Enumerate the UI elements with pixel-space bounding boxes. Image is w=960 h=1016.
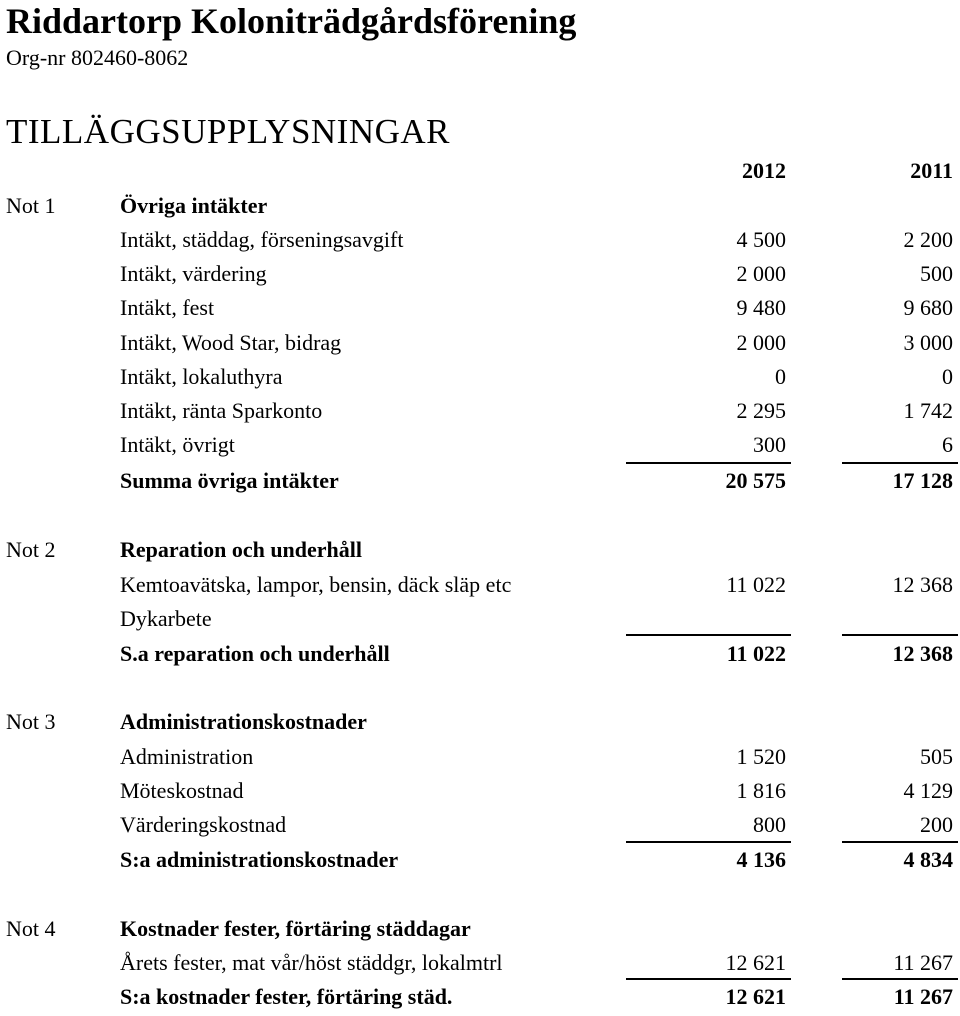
note-title: Administrationskostnader xyxy=(120,709,367,734)
total-value-2011: 12 368 xyxy=(892,641,953,666)
table-row xyxy=(0,428,960,462)
total-label: S.a reparation och underhåll xyxy=(120,641,390,666)
total-row xyxy=(0,843,960,877)
table-row xyxy=(0,602,960,636)
row-value-2012: 0 xyxy=(775,364,786,389)
row-label: Intäkt, städdag, förseningsavgift xyxy=(120,227,404,252)
row-value-2012: 9 480 xyxy=(736,295,786,320)
total-value-2012: 12 621 xyxy=(725,984,786,1009)
total-label: S:a kostnader fester, förtäring städ. xyxy=(120,984,453,1009)
row-label: Intäkt, Wood Star, bidrag xyxy=(120,330,342,355)
note-title: Reparation och underhåll xyxy=(120,537,363,562)
total-value-2012: 4 136 xyxy=(736,847,786,872)
row-value-2011: 505 xyxy=(920,744,953,769)
total-value-2011: 4 834 xyxy=(903,847,953,872)
total-label: Summa övriga intäkter xyxy=(120,468,339,493)
row-label: Intäkt, ränta Sparkonto xyxy=(120,398,323,423)
sum-rule xyxy=(842,634,958,636)
note-number: Not 2 xyxy=(6,537,56,562)
section-title: TILLÄGGSUPPLYSNINGAR xyxy=(6,112,451,151)
row-value-2012: 2 295 xyxy=(736,398,786,423)
year-2011-header: 2011 xyxy=(910,158,953,183)
row-value-2012: 4 500 xyxy=(736,227,786,252)
note-title: Övriga intäkter xyxy=(120,193,268,218)
table-row xyxy=(0,740,960,774)
note-heading-row xyxy=(0,705,960,739)
row-value-2011: 2 200 xyxy=(903,227,953,252)
table-row xyxy=(0,774,960,808)
row-value-2011: 1 742 xyxy=(903,398,953,423)
row-value-2011: 3 000 xyxy=(903,330,953,355)
row-label: Värderingskostnad xyxy=(120,812,287,837)
note-number: Not 1 xyxy=(6,193,56,218)
row-label: Årets fester, mat vår/höst städdgr, lokalmtrl xyxy=(120,950,503,975)
table-row xyxy=(0,326,960,360)
year-2012-header: 2012 xyxy=(742,158,786,183)
row-value-2011: 11 267 xyxy=(893,950,953,975)
row-value-2012: 2 000 xyxy=(736,261,786,286)
table-row xyxy=(0,808,960,842)
row-value-2011: 6 xyxy=(942,432,953,457)
note-number: Not 3 xyxy=(6,709,56,734)
row-value-2011: 200 xyxy=(920,812,953,837)
note-heading-row xyxy=(0,533,960,567)
note-heading-row xyxy=(0,912,960,946)
total-row xyxy=(0,980,960,1014)
table-row xyxy=(0,946,960,980)
row-label: Dykarbete xyxy=(120,606,212,631)
row-label: Administration xyxy=(120,744,254,769)
note-title: Kostnader fester, förtäring städdagar xyxy=(120,916,471,941)
row-value-2012: 1 816 xyxy=(736,778,786,803)
row-label: Möteskostnad xyxy=(120,778,244,803)
row-value-2011: 0 xyxy=(942,364,953,389)
note-heading-row xyxy=(0,189,960,223)
row-label: Kemtoavätska, lampor, bensin, däck släp etc xyxy=(120,572,512,597)
row-value-2012: 11 022 xyxy=(726,572,786,597)
total-value-2012: 20 575 xyxy=(725,468,786,493)
total-row xyxy=(0,464,960,498)
row-value-2012: 1 520 xyxy=(736,744,786,769)
row-label: Intäkt, fest xyxy=(120,295,215,320)
table-row xyxy=(0,360,960,394)
total-value-2012: 11 022 xyxy=(726,641,786,666)
total-value-2011: 17 128 xyxy=(892,468,953,493)
row-value-2012: 2 000 xyxy=(736,330,786,355)
row-label: Intäkt, värdering xyxy=(120,261,267,286)
org-name: Riddartorp Koloniträdgårdsförening xyxy=(6,1,577,41)
year-header-row xyxy=(0,154,960,188)
row-value-2011: 500 xyxy=(920,261,953,286)
total-row xyxy=(0,637,960,671)
row-label: Intäkt, lokaluthyra xyxy=(120,364,283,389)
table-row xyxy=(0,223,960,257)
row-value-2012: 800 xyxy=(753,812,786,837)
table-row xyxy=(0,291,960,325)
total-value-2011: 11 267 xyxy=(893,984,953,1009)
table-row xyxy=(0,394,960,428)
sum-rule xyxy=(626,634,791,636)
row-value-2012: 300 xyxy=(753,432,786,457)
row-value-2012: 12 621 xyxy=(725,950,786,975)
row-value-2011: 12 368 xyxy=(892,572,953,597)
row-value-2011: 4 129 xyxy=(903,778,953,803)
row-value-2011: 9 680 xyxy=(903,295,953,320)
note-number: Not 4 xyxy=(6,916,56,941)
total-label: S:a administrationskostnader xyxy=(120,847,399,872)
org-number: Org-nr 802460-8062 xyxy=(6,45,189,70)
row-label: Intäkt, övrigt xyxy=(120,432,235,457)
table-row xyxy=(0,568,960,602)
table-row xyxy=(0,257,960,291)
